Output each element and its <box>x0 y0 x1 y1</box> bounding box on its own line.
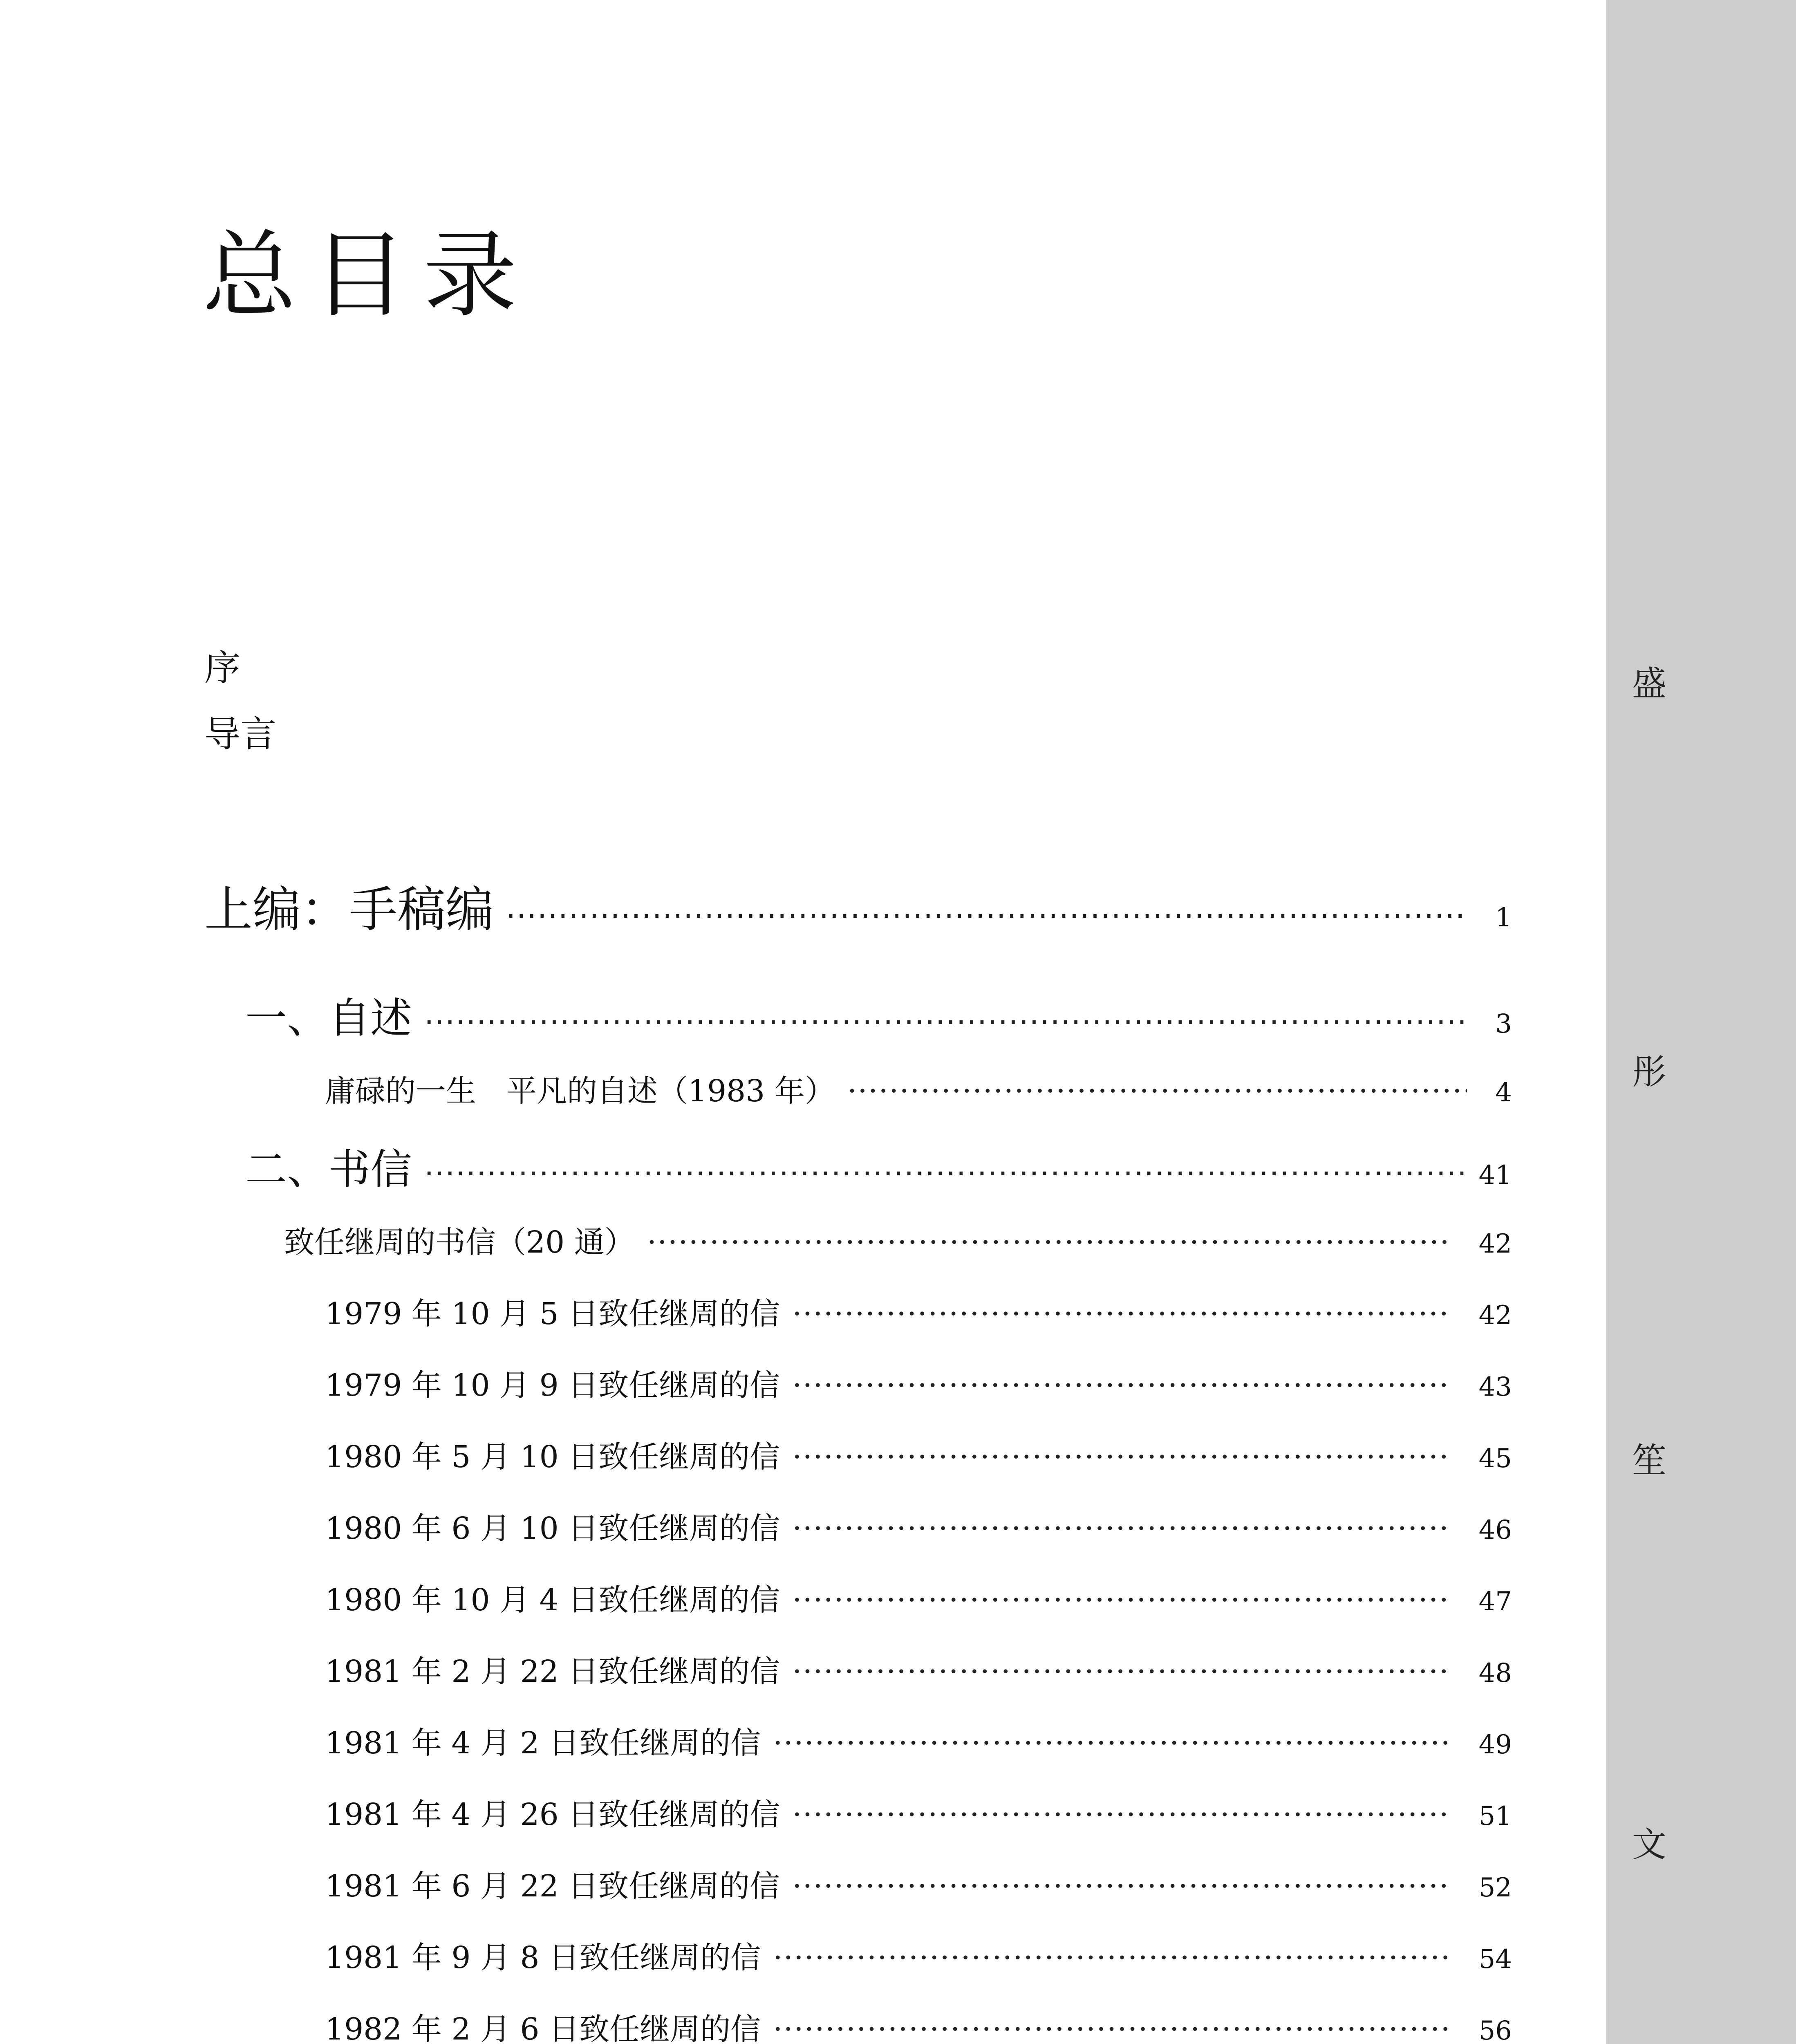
toc-entry-page: 43 <box>1478 1372 1512 1402</box>
toc-entry-letter[interactable] <box>325 1934 1512 1977</box>
toc-entry-page: 4 <box>1495 1078 1512 1108</box>
toc-entry-page: 1 <box>1495 903 1512 933</box>
toc-entry-label: 1981 年 9 月 8 日致任继周的信 <box>325 1940 761 1975</box>
toc-entry-autobiography[interactable] <box>325 1067 1512 1110</box>
dot-leader <box>792 1296 1451 1331</box>
toc-entry-label: 二、书信 <box>245 1145 412 1194</box>
dot-leader <box>792 1797 1451 1832</box>
toc-entry-section-1[interactable] <box>245 985 1512 1045</box>
dot-leader <box>847 1074 1467 1109</box>
toc-entry-label: 1981 年 2 月 22 日致任继周的信 <box>325 1654 780 1689</box>
toc-entry-page: 52 <box>1478 1873 1512 1903</box>
toc-entry-letter[interactable] <box>325 1647 1512 1691</box>
toc-entry-page: 47 <box>1478 1587 1512 1617</box>
toc-entry-page: 42 <box>1478 1229 1512 1259</box>
dot-leader <box>792 1582 1451 1618</box>
toc-entry-page: 42 <box>1478 1300 1512 1331</box>
side-title-char: 笙 <box>1632 1440 1666 1480</box>
toc-entry-part-1[interactable] <box>204 871 1512 940</box>
dot-leader <box>424 1005 1467 1040</box>
toc-entry-label: 1979 年 10 月 5 日致任继周的信 <box>325 1296 780 1331</box>
toc-entry-letter[interactable] <box>325 1290 1512 1333</box>
dot-leader <box>647 1225 1451 1260</box>
dot-leader <box>773 2012 1451 2044</box>
toc-entry-letter[interactable] <box>325 1361 1512 1405</box>
toc-entry-letter[interactable] <box>325 1504 1512 1548</box>
front-matter-preface[interactable]: 序 <box>204 647 241 689</box>
side-margin-band <box>1606 0 1796 2044</box>
toc-entry-label: 庸碌的一生 平凡的自述（1983 年） <box>325 1074 835 1109</box>
toc-entry-page: 49 <box>1478 1730 1512 1760</box>
toc-entry-label: 1981 年 4 月 2 日致任继周的信 <box>325 1726 761 1761</box>
side-title-char: 盛 <box>1632 663 1666 704</box>
toc-entry-page: 41 <box>1478 1160 1512 1190</box>
page-title: 总目录 <box>202 221 534 330</box>
toc-entry-letter[interactable] <box>325 1791 1512 1834</box>
toc-entry-letter[interactable] <box>325 1433 1512 1476</box>
toc-entry-letters-group[interactable] <box>284 1218 1512 1262</box>
front-matter-introduction[interactable]: 导言 <box>204 713 277 755</box>
dot-leader <box>792 1511 1451 1546</box>
toc-entry-label: 1980 年 5 月 10 日致任继周的信 <box>325 1439 780 1475</box>
toc-entry-label: 一、自述 <box>245 994 412 1043</box>
toc-entry-letter[interactable] <box>325 1576 1512 1619</box>
dot-leader <box>792 1439 1451 1475</box>
dot-leader <box>792 1654 1451 1689</box>
toc-entry-label: 1980 年 6 月 10 日致任继周的信 <box>325 1511 780 1546</box>
toc-entry-page: 56 <box>1478 2016 1512 2044</box>
toc-entry-letter[interactable] <box>325 1862 1512 1905</box>
dot-leader <box>773 1726 1451 1761</box>
toc-entry-label: 1981 年 4 月 26 日致任继周的信 <box>325 1797 780 1832</box>
dot-leader <box>424 1156 1467 1191</box>
toc-entry-page: 54 <box>1478 1944 1512 1975</box>
toc-entry-letter[interactable] <box>325 1719 1512 1762</box>
toc-entry-label: 1980 年 10 月 4 日致任继周的信 <box>325 1582 780 1618</box>
toc-entry-page: 51 <box>1478 1801 1512 1831</box>
dot-leader <box>792 1869 1451 1904</box>
toc-entry-page: 46 <box>1478 1515 1512 1545</box>
dot-leader <box>792 1368 1451 1403</box>
side-title-char: 文 <box>1632 1824 1666 1865</box>
toc-entry-label: 1979 年 10 月 9 日致任继周的信 <box>325 1368 780 1403</box>
dot-leader <box>773 1940 1451 1975</box>
toc-entry-label: 1982 年 2 月 6 日致任继周的信 <box>325 2012 761 2044</box>
toc-entry-label: 致任继周的书信（20 通） <box>284 1225 635 1260</box>
toc-entry-letter[interactable] <box>325 2005 1512 2044</box>
toc-entry-label: 上编：手稿编 <box>204 881 494 938</box>
dot-leader <box>506 899 1467 934</box>
side-title-char: 彤 <box>1632 1052 1666 1092</box>
toc-entry-section-2[interactable] <box>245 1136 1512 1196</box>
toc-entry-page: 48 <box>1478 1658 1512 1688</box>
toc-entry-label: 1981 年 6 月 22 日致任继周的信 <box>325 1869 780 1904</box>
toc-entry-page: 45 <box>1478 1443 1512 1474</box>
toc-entry-page: 3 <box>1495 1009 1512 1039</box>
